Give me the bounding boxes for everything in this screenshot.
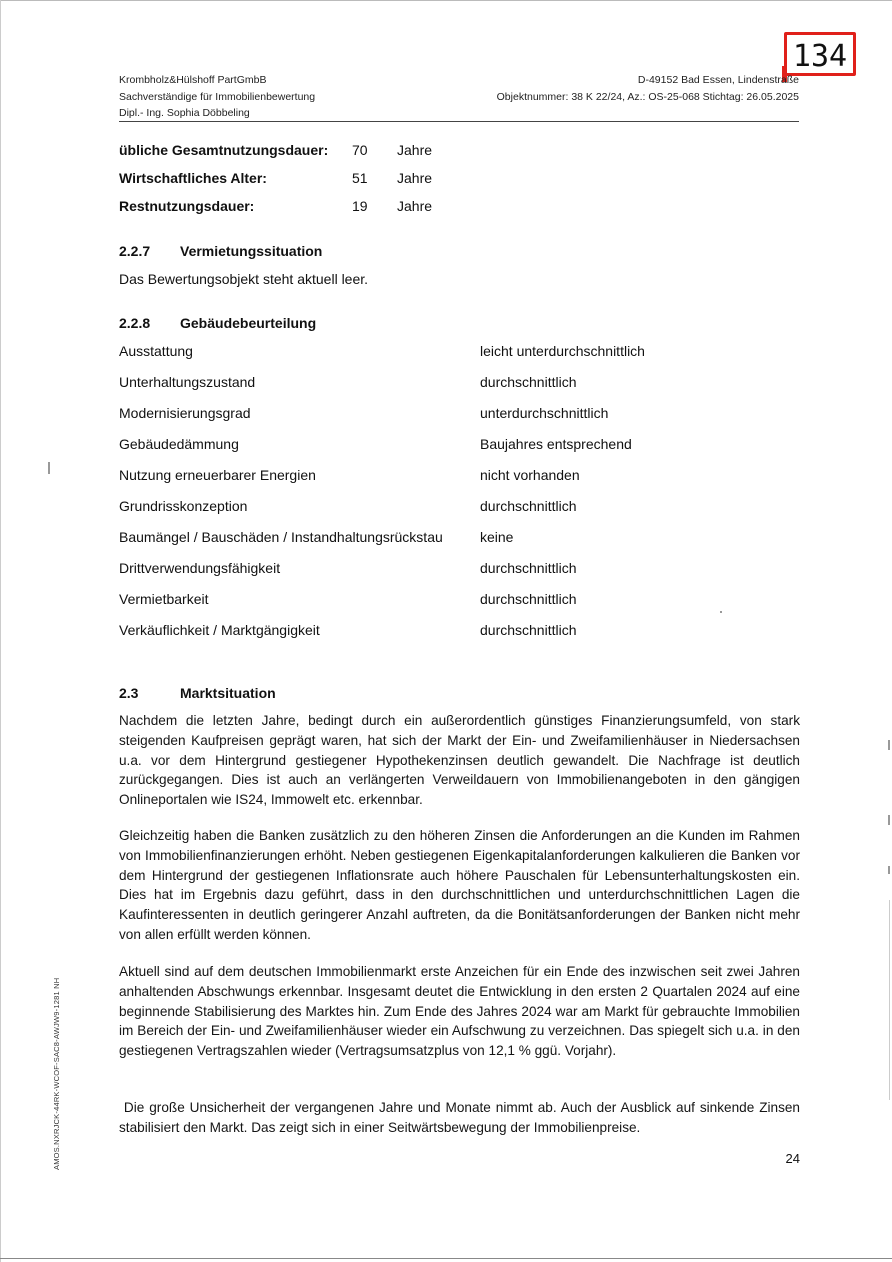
section-title: Marktsituation bbox=[180, 685, 276, 701]
row-label: Modernisierungsgrad bbox=[119, 405, 251, 421]
beurteilung-row bbox=[119, 622, 799, 653]
markt-paragraph-2: Gleichzeitig haben die Banken zusätzlich zu den höheren Zinsen die Anforderungen an die Kunden im Rahmen von Immobilienfinanzierungen erhöht. Neben gestiegenen Eigenkapitalanforderungen kalkulieren die Banken vor dem Hintergrund der gestiegenen Inflationsrate auch höhere Pauschalen für Lebensunterhaltungskosten ein. Dies hat im Ergebnis dazu geführt, dass in den durchschnittlichen und unterdurchschnittlichen Lagen die Kaufinteressenten in deutlich geringerer Anzahl auftreten, da die Bonitätsanforderungen der Banken nicht mehr von allen erfüllt werden können. bbox=[119, 828, 800, 942]
row-value: unterdurchschnittlich bbox=[480, 405, 609, 421]
nd-value: 70 bbox=[352, 142, 368, 158]
row-label: Gebäudedämmung bbox=[119, 436, 239, 452]
beurteilung-row bbox=[119, 591, 799, 622]
nd-label: Wirtschaftliches Alter: bbox=[119, 170, 267, 186]
row-value: nicht vorhanden bbox=[480, 467, 580, 483]
scan-mark bbox=[48, 462, 50, 474]
row-label: Vermietbarkeit bbox=[119, 591, 209, 607]
header-firm: Krombholz&Hülshoff PartGmbB bbox=[119, 74, 267, 86]
nd-row bbox=[119, 198, 519, 226]
row-value: leicht unterdurchschnittlich bbox=[480, 343, 645, 359]
section-number: 2.3 bbox=[119, 685, 139, 701]
page-number: 24 bbox=[785, 1151, 800, 1166]
beurteilung-row bbox=[119, 405, 799, 436]
nd-label: übliche Gesamtnutzungsdauer: bbox=[119, 142, 329, 158]
side-document-code: AMOS.NXRJCK-44RK-WCOF-SAC8-AWJW9-1281 NH bbox=[52, 977, 61, 1170]
scan-mark bbox=[888, 815, 890, 825]
header-rule bbox=[119, 121, 799, 122]
beurteilung-row bbox=[119, 436, 799, 467]
nd-row bbox=[119, 170, 519, 198]
page-stamp: 134 bbox=[784, 32, 856, 76]
markt-paragraph-3: Aktuell sind auf dem deutschen Immobilienmarkt erste Anzeichen für ein Ende des inzwischen seit zwei Jahren anhaltenden Abschwungs erkennbar. Insgesamt deutet die Entwicklung in den ersten 2 Quartalen 2024 auf eine beginnende Stabilisierung des Marktes hin. Zum Ende des Jahres 2024 war am Markt für gebrauchte Immobilien im Bereich der Ein- und Zweifamilienhäuser wieder ein Aufschwung zu verzeichnen. Das spiegelt sich u.a. in den gestiegenen Vertragszahlen wieder (Vertragsumsatzplus von 12,1 % ggü. Vorjahr). bbox=[119, 964, 800, 1059]
header-author: Dipl.- Ing. Sophia Döbbeling bbox=[119, 107, 250, 119]
row-label: Baumängel / Bauschäden / Instandhaltungsrückstau bbox=[119, 529, 443, 545]
nd-row bbox=[119, 142, 519, 170]
nd-unit: Jahre bbox=[397, 142, 433, 158]
row-value: durchschnittlich bbox=[480, 560, 577, 576]
scan-mark bbox=[888, 866, 890, 874]
scan-mark bbox=[888, 740, 890, 750]
row-value: keine bbox=[480, 529, 514, 545]
markt-paragraph-4: Die große Unsicherheit der vergangenen Jahre und Monate nimmt ab. Auch der Ausblick auf sinkende Zinsen stabilisiert den Markt. Das zeigt sich in einer Seitwärtsbewegung der Immobilienpreise. bbox=[119, 1100, 804, 1135]
scan-edge-top bbox=[0, 0, 892, 1]
nd-unit: Jahre bbox=[397, 170, 433, 186]
section-number: 2.2.8 bbox=[119, 315, 151, 331]
row-value: Baujahres entsprechend bbox=[480, 436, 632, 452]
row-label: Nutzung erneuerbarer Energien bbox=[119, 467, 316, 483]
row-value: durchschnittlich bbox=[480, 591, 577, 607]
row-label: Unterhaltungszustand bbox=[119, 374, 256, 390]
row-label: Verkäuflichkeit / Marktgängigkeit bbox=[119, 622, 320, 638]
vermietung-text: Das Bewertungsobjekt steht aktuell leer. bbox=[119, 271, 369, 287]
beurteilung-row bbox=[119, 374, 799, 405]
beurteilung-row bbox=[119, 529, 799, 560]
section-title: Gebäudebeurteilung bbox=[180, 315, 317, 331]
row-value: durchschnittlich bbox=[480, 374, 577, 390]
row-value: durchschnittlich bbox=[480, 498, 577, 514]
markt-paragraph-1: Nachdem die letzten Jahre, bedingt durch ein außerordentlich günstiges Finanzierungsumfeld, von stark steigenden Kaufpreisen geprägt waren, hat sich der Markt der Ein- und Zweifamilienhäuser in Niedersachsen u.a. vor dem Hintergrund gestiegener Hypothekenzinsen deutlich gewandelt. Die Nachfrage ist deutlich zurückgegangen. Dies ist auch an verlängerten Verweildauern von Immobilienangeboten in den gängigen Onlineportalen wie IS24, Immowelt etc. erkennbar. bbox=[119, 713, 800, 808]
scan-mark bbox=[720, 611, 722, 613]
nd-unit: Jahre bbox=[397, 198, 433, 214]
section-number: 2.2.7 bbox=[119, 243, 151, 259]
header-subtitle: Sachverständige für Immobilienbewertung bbox=[119, 90, 316, 103]
scan-edge-bottom bbox=[0, 1258, 892, 1259]
scan-edge-left bbox=[0, 0, 1, 1262]
row-label: Ausstattung bbox=[119, 343, 193, 359]
header-right bbox=[497, 72, 799, 105]
beurteilung-row bbox=[119, 498, 799, 529]
row-label: Drittverwendungsfähigkeit bbox=[119, 560, 281, 576]
header-address: D-49152 Bad Essen, Lindenstraße bbox=[637, 74, 799, 86]
nd-label: Restnutzungsdauer: bbox=[119, 198, 255, 214]
nd-value: 51 bbox=[352, 170, 368, 186]
beurteilung-row bbox=[119, 467, 799, 498]
header-left bbox=[119, 72, 315, 122]
header-object-number: Objektnummer: 38 K 22/24, Az.: OS-25-068 Stichtag: 26.05.2025 bbox=[496, 90, 799, 103]
row-label: Grundrisskonzeption bbox=[119, 498, 248, 514]
beurteilung-row bbox=[119, 343, 799, 374]
section-title: Vermietungssituation bbox=[180, 243, 323, 259]
nd-value: 19 bbox=[352, 198, 368, 214]
row-value: durchschnittlich bbox=[480, 622, 577, 638]
scan-edge-right bbox=[889, 900, 890, 1100]
beurteilung-row bbox=[119, 560, 799, 591]
beurteilung-table bbox=[119, 343, 799, 653]
